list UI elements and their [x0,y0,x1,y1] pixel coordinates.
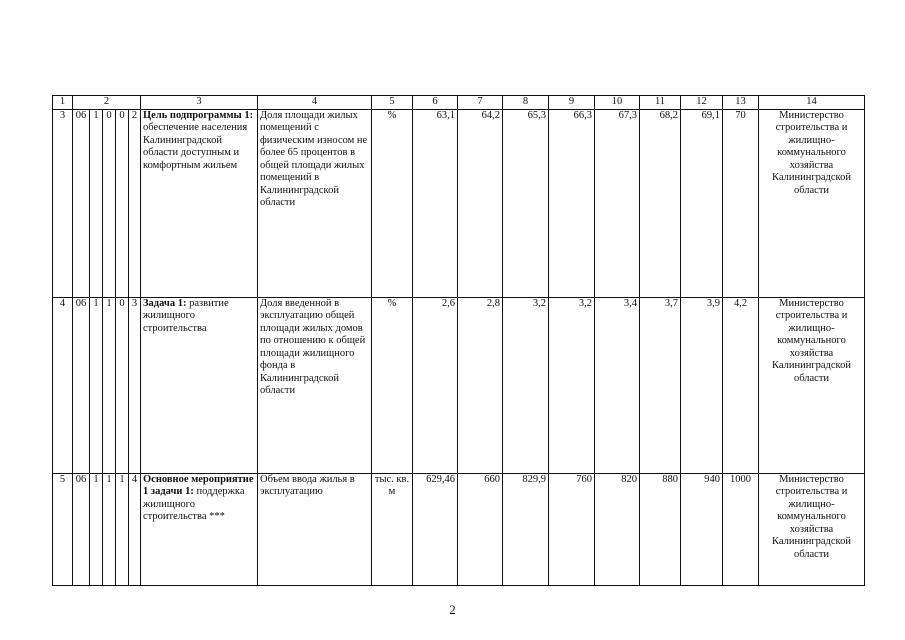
task-text: поддержка жилищного строительства *** [143,486,245,522]
value-cell: 3,4 [595,297,640,473]
header-cell: 3 [141,96,258,110]
value-cell: 3,2 [503,297,549,473]
row-number: 5 [53,473,73,585]
unit-cell: % [372,109,413,297]
value-cell: 66,3 [549,109,595,297]
header-cell: 11 [640,96,681,110]
row-number: 3 [53,109,73,297]
executor-cell: Министерство строительства и жилищно-коммунального хозяйства Калининградской области [759,473,865,585]
value-cell: 3,9 [681,297,723,473]
code-cell: 1 [103,473,116,585]
header-cell: 14 [759,96,865,110]
row-number: 4 [53,297,73,473]
code-cell: 3 [129,297,141,473]
table-row [53,473,865,585]
header-cell: 12 [681,96,723,110]
value-cell: 3,2 [549,297,595,473]
task-title: Цель подпрограммы 1: [143,109,254,121]
page-number: 2 [449,602,456,617]
executor-cell: Министерство строительства и жилищно-коммунального хозяйства Калининградской области [759,297,865,473]
value-cell: 660 [458,473,503,585]
header-cell: 2 [73,96,141,110]
indicator-cell: Доля площади жилых помещений с физическим износом не более 65 процентов в общей площади жилых помещений в Калининградской области [258,109,372,297]
header-cell: 1 [53,96,73,110]
value-cell: 2,8 [458,297,503,473]
header-cell: 6 [413,96,458,110]
value-cell: 940 [681,473,723,585]
header-row [53,96,865,110]
header-cell: 7 [458,96,503,110]
value-cell: 3,7 [640,297,681,473]
value-cell: 820 [595,473,640,585]
indicator-cell: Объем ввода жилья в эксплуатацию [258,473,372,585]
header-cell: 9 [549,96,595,110]
value-cell: 4,2 [723,297,759,473]
code-cell: 1 [116,473,129,585]
unit-cell: % [372,297,413,473]
indicator-table [52,95,865,586]
value-cell: 760 [549,473,595,585]
unit-cell: тыс. кв. м [372,473,413,585]
task-text: развитие жилищного строительства [143,297,229,334]
header-cell: 4 [258,96,372,110]
code-cell: 0 [116,109,129,297]
code-cell: 06 [73,297,90,473]
code-cell: 06 [73,109,90,297]
task-cell [141,109,258,297]
value-cell: 2,6 [413,297,458,473]
header-cell: 5 [372,96,413,110]
code-cell: 1 [103,297,116,473]
task-cell [141,473,258,585]
code-cell: 1 [90,473,103,585]
value-cell: 629,46 [413,473,458,585]
code-cell: 2 [129,109,141,297]
value-cell: 829,9 [503,473,549,585]
code-cell: 0 [103,109,116,297]
value-cell: 1000 [723,473,759,585]
value-cell: 63,1 [413,109,458,297]
value-cell: 69,1 [681,109,723,297]
value-cell: 67,3 [595,109,640,297]
task-cell [141,297,258,473]
task-title: Задача 1: [143,297,187,309]
executor-cell: Министерство строительства и жилищно-коммунального хозяйства Калининградской области [759,109,865,297]
table-row [53,297,865,473]
value-cell: 880 [640,473,681,585]
header-cell: 8 [503,96,549,110]
code-cell: 4 [129,473,141,585]
task-title: Основное мероприятие 1 задачи 1: [143,473,254,497]
header-cell: 13 [723,96,759,110]
value-cell: 70 [723,109,759,297]
value-cell: 65,3 [503,109,549,297]
header-cell: 10 [595,96,640,110]
value-cell: 68,2 [640,109,681,297]
code-cell: 0 [116,297,129,473]
table-row [53,109,865,297]
code-cell: 1 [90,297,103,473]
indicator-cell: Доля введенной в эксплуатацию общей площади жилых домов по отношению к общей площади жилищного фонда в Калининградской области [258,297,372,473]
code-cell: 1 [90,109,103,297]
code-cell: 06 [73,473,90,585]
task-text: обеспечение населения Калининградской области доступным и комфортным жильем [143,122,248,171]
value-cell: 64,2 [458,109,503,297]
